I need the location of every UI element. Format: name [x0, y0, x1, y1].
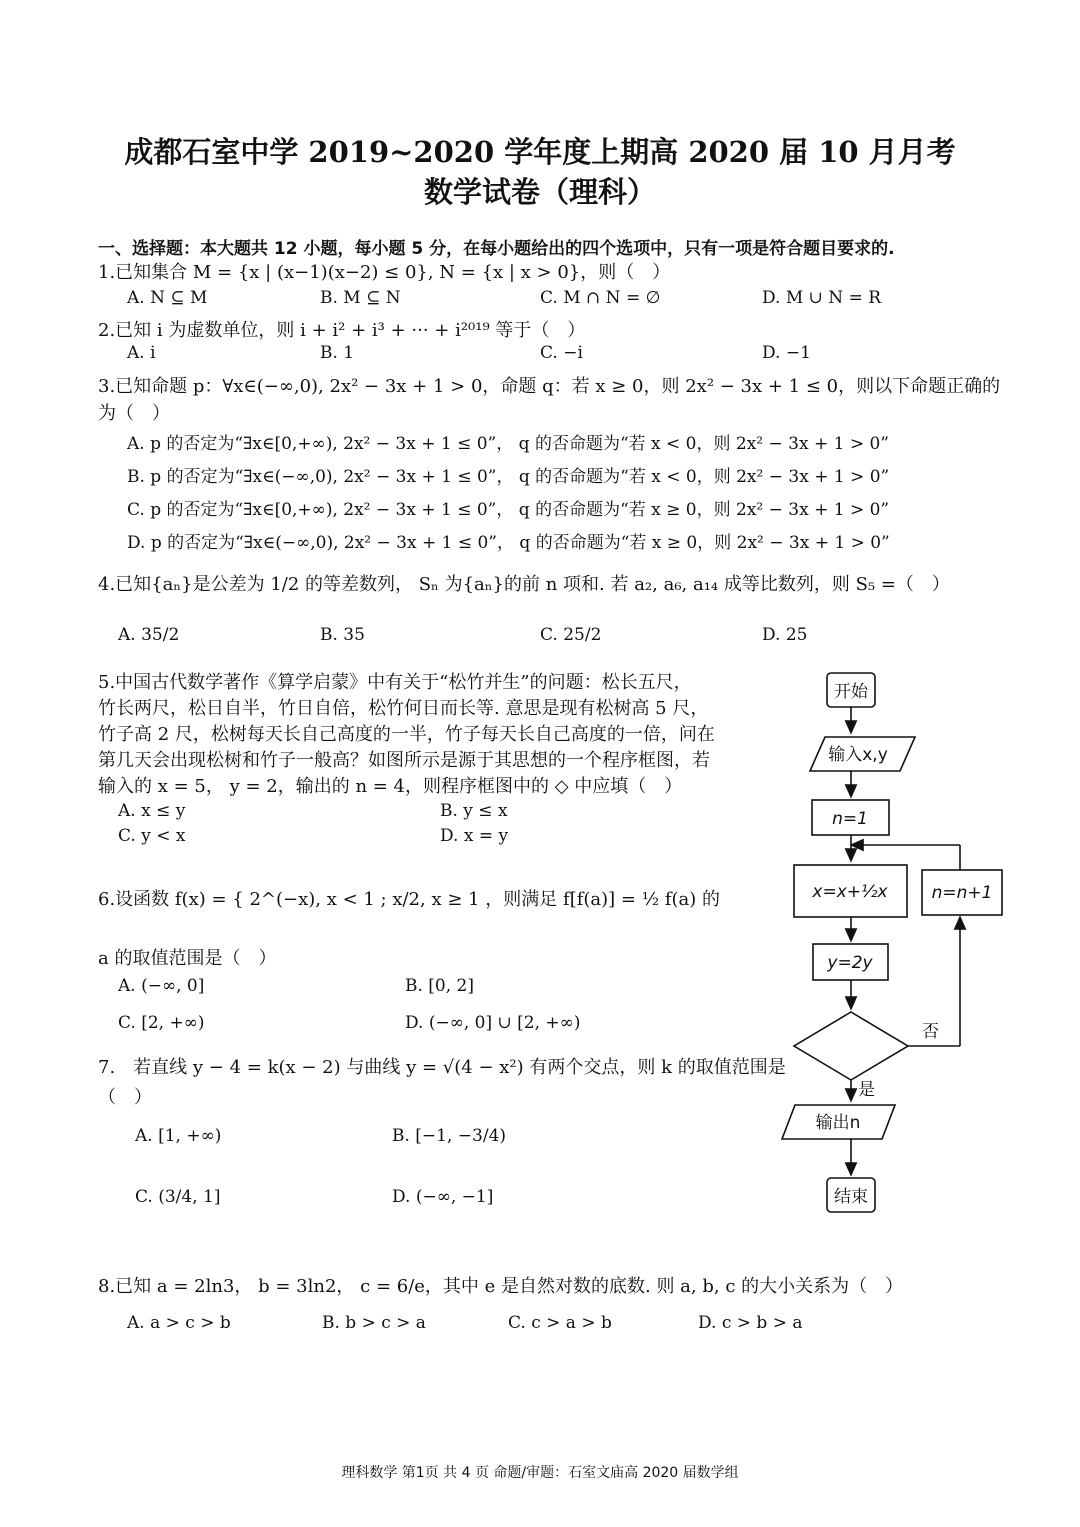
question-3-stem-cont: 为（ ）: [98, 403, 170, 424]
flowchart-end-label: 结束: [834, 1187, 868, 1207]
flowchart-update-x-label: x=x+½x: [812, 882, 888, 902]
question-1-stem: 1.已知集合 M = {x | (x−1)(x−2) ≤ 0}, N = {x | x > 0}，则（ ）: [98, 262, 671, 283]
flowchart-output-label: 输出n: [815, 1113, 861, 1133]
question-8-option-b: B. b > c > a: [322, 1313, 426, 1333]
question-1-option-b: B. M ⊆ N: [320, 288, 401, 308]
question-3-option-b: B. p 的否定为“∃x∈(−∞,0), 2x² − 3x + 1 ≤ 0”， q 的否命题为“若 x < 0，则 2x² − 3x + 1 > 0”: [127, 467, 890, 487]
flowchart-init-label: n=1: [832, 809, 868, 829]
question-6-stem-cont: a 的取值范围是（ ）: [98, 948, 277, 969]
question-7-option-b: B. [−1, −3/4): [392, 1126, 507, 1146]
page-subtitle: 数学试卷（理科）: [423, 175, 656, 209]
question-5-line-1: 5.中国古代数学著作《算学启蒙》中有关于“松竹并生”的问题：松长五尺，: [98, 672, 692, 693]
question-7-option-c: C. (3/4, 1]: [135, 1187, 221, 1207]
flowchart: [770, 665, 1020, 1225]
question-4-option-d: D. 25: [762, 625, 808, 645]
question-7-stem-cont: （ ）: [98, 1087, 152, 1108]
question-3-option-d: D. p 的否定为“∃x∈(−∞,0), 2x² − 3x + 1 ≤ 0”， q 的否命题为“若 x ≥ 0，则 2x² − 3x + 1 > 0”: [127, 533, 890, 553]
question-6-option-b: B. [0, 2]: [405, 976, 475, 996]
question-8-option-a: A. a > c > b: [127, 1313, 231, 1333]
question-7-option-a: A. [1, +∞): [135, 1126, 222, 1146]
question-8-option-d: D. c > b > a: [698, 1313, 803, 1333]
flowchart-start-label: 开始: [834, 682, 868, 702]
question-5-option-d: D. x = y: [440, 826, 509, 846]
question-2-option-c: C. −i: [540, 343, 583, 363]
page-title: 成都石室中学 2019~2020 学年度上期高 2020 届 10 月月考: [124, 135, 956, 169]
question-5-line-3: 竹子高 2 尺，松树每天长自己高度的一半，竹子每天长自己高度的一倍，问在: [98, 724, 715, 745]
question-6-option-c: C. [2, +∞): [118, 1013, 205, 1033]
question-2-option-b: B. 1: [320, 343, 355, 363]
flowchart-no-label: 否: [922, 1022, 939, 1042]
flowchart-input-label: 输入x,y: [828, 745, 888, 765]
question-5-option-c: C. y < x: [118, 826, 186, 846]
question-3-option-a: A. p 的否定为“∃x∈[0,+∞), 2x² − 3x + 1 ≤ 0”， q 的否命题为“若 x < 0，则 2x² − 3x + 1 > 0”: [127, 434, 889, 454]
flowchart-increment-label: n=n+1: [931, 883, 993, 903]
question-7-stem: 7. 若直线 y − 4 = k(x − 2) 与曲线 y = √(4 − x²) 有两个交点，则 k 的取值范围是: [98, 1057, 786, 1078]
question-6-stem: 6.设函数 f(x) = { 2^(−x), x < 1 ; x/2, x ≥ 1 ，则满足 f[f(a)] = ½ f(a) 的: [98, 889, 721, 910]
section-heading: 一、选择题：本大题共 12 小题，每小题 5 分，在每小题给出的四个选项中，只有一项是符合题目要求的.: [98, 239, 895, 259]
flowchart-yes-label: 是: [858, 1080, 875, 1100]
question-1-option-d: D. M ∪ N = R: [762, 288, 882, 308]
flowchart-decision-diamond: [794, 1012, 908, 1080]
page-footer: 理科数学 第1页 共 4 页 命题/审题：石室文庙高 2020 届数学组: [341, 1465, 739, 1481]
question-5-option-a: A. x ≤ y: [118, 801, 186, 821]
question-3-stem: 3.已知命题 p：∀x∈(−∞,0), 2x² − 3x + 1 > 0，命题 q：若 x ≥ 0，则 2x² − 3x + 1 ≤ 0，则以下命题正确的: [98, 376, 1001, 397]
flowchart-update-y-label: y=2y: [827, 953, 873, 973]
question-5-option-b: B. y ≤ x: [440, 801, 508, 821]
question-1-option-c: C. M ∩ N = ∅: [540, 288, 661, 308]
question-4-option-b: B. 35: [320, 625, 365, 645]
question-4-option-c: C. 25/2: [540, 625, 602, 645]
question-5-line-5: 输入的 x = 5， y = 2，输出的 n = 4，则程序框图中的 ◇ 中应填（ ）: [98, 776, 683, 797]
question-3-option-c: C. p 的否定为“∃x∈[0,+∞), 2x² − 3x + 1 ≤ 0”， q 的否命题为“若 x ≥ 0，则 2x² − 3x + 1 > 0”: [127, 500, 890, 520]
question-1-option-a: A. N ⊆ M: [127, 288, 208, 308]
question-6-option-d: D. (−∞, 0] ∪ [2, +∞): [405, 1013, 581, 1033]
question-4-stem: 4.已知{aₙ}是公差为 1/2 的等差数列， Sₙ 为{aₙ}的前 n 项和. 若 a₂, a₆, a₁₄ 成等比数列，则 S₅ =（ ）: [98, 574, 950, 595]
question-4-option-a: A. 35/2: [118, 625, 180, 645]
question-8-stem: 8.已知 a = 2ln3， b = 3ln2， c = 6/e，其中 e 是自然对数的底数. 则 a, b, c 的大小关系为（ ）: [98, 1276, 904, 1297]
question-6-option-a: A. (−∞, 0]: [118, 976, 205, 996]
question-8-option-c: C. c > a > b: [508, 1313, 612, 1333]
question-5-line-4: 第几天会出现松树和竹子一般高？如图所示是源于其思想的一个程序框图，若: [98, 750, 710, 771]
question-7-option-d: D. (−∞, −1]: [392, 1187, 494, 1207]
question-2-option-d: D. −1: [762, 343, 811, 363]
question-2-option-a: A. i: [127, 343, 156, 363]
question-5-line-2: 竹长两尺，松日自半，竹日自倍，松竹何日而长等. 意思是现有松树高 5 尺，: [98, 698, 709, 719]
question-2-stem: 2.已知 i 为虚数单位，则 i + i² + i³ + ··· + i²⁰¹⁹ 等于（ ）: [98, 320, 586, 341]
